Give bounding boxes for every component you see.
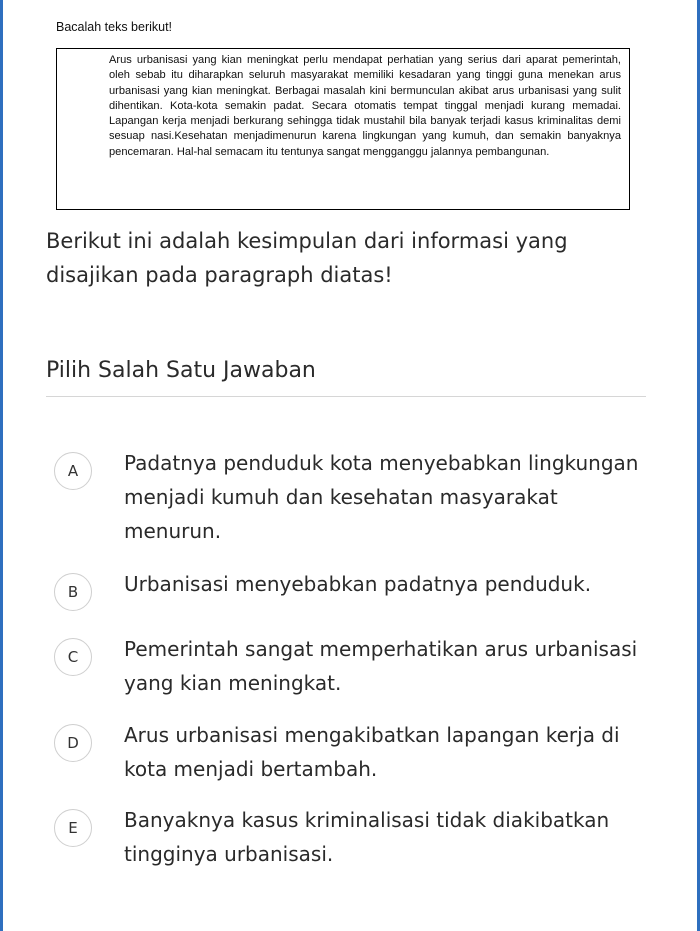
option-c-text[interactable]: Pemerintah sangat memperhatikan arus urbanisasi yang kian meningkat.: [124, 637, 638, 695]
left-frame-border: [0, 0, 3, 931]
section-title: Pilih Salah Satu Jawaban: [46, 358, 316, 383]
option-c-badge[interactable]: C: [54, 638, 92, 676]
option-d-text[interactable]: Arus urbanisasi mengakibatkan lapangan kerja di kota menjadi bertambah.: [124, 723, 620, 781]
intro-label: Bacalah teks berikut!: [56, 20, 173, 34]
option-d-badge[interactable]: D: [54, 724, 92, 762]
option-e-text[interactable]: Banyaknya kasus kriminalisasi tidak diakibatkan tingginya urbanisasi.: [124, 808, 610, 866]
option-a-badge[interactable]: A: [54, 452, 92, 490]
option-b-badge[interactable]: B: [54, 573, 92, 611]
reading-passage: Arus urbanisasi yang kian meningkat perlu mendapat perhatian yang serius dari aparat pemerintah, oleh sebab itu diharapkan seluruh masyarakat memiliki kesadaran yang tinggi guna menekan arus urbanisasi yang kian meningkat. Berbagai masalah kini bermunculan akibat arus urbanisasi yang sulit dihentikan. Kota-kota semakin padat. Secara otomatis tempat tinggal menjadi kurang memadai. Lapangan kerja menjadi berkurang sehingga tidak mustahil bila banyak terjadi kasus kriminalitas demi sesuap nasi.Kesehatan menjadimenurun karena lingkungan yang kumuh, dan semakin banyaknya pencemaran. Hal-hal semacam itu tentunya sangat mengganggu jalannya pembangunan.: [56, 48, 630, 210]
option-e-badge[interactable]: E: [54, 809, 92, 847]
option-b-text[interactable]: Urbanisasi menyebabkan padatnya penduduk.: [124, 572, 592, 596]
question-text: Berikut ini adalah kesimpulan dari informasi yang disajikan pada paragraph diatas!: [46, 229, 568, 287]
section-divider: [46, 396, 646, 397]
option-a-text[interactable]: Padatnya penduduk kota menyebabkan lingkungan menjadi kumuh dan kesehatan masyarakat menurun.: [124, 451, 639, 543]
